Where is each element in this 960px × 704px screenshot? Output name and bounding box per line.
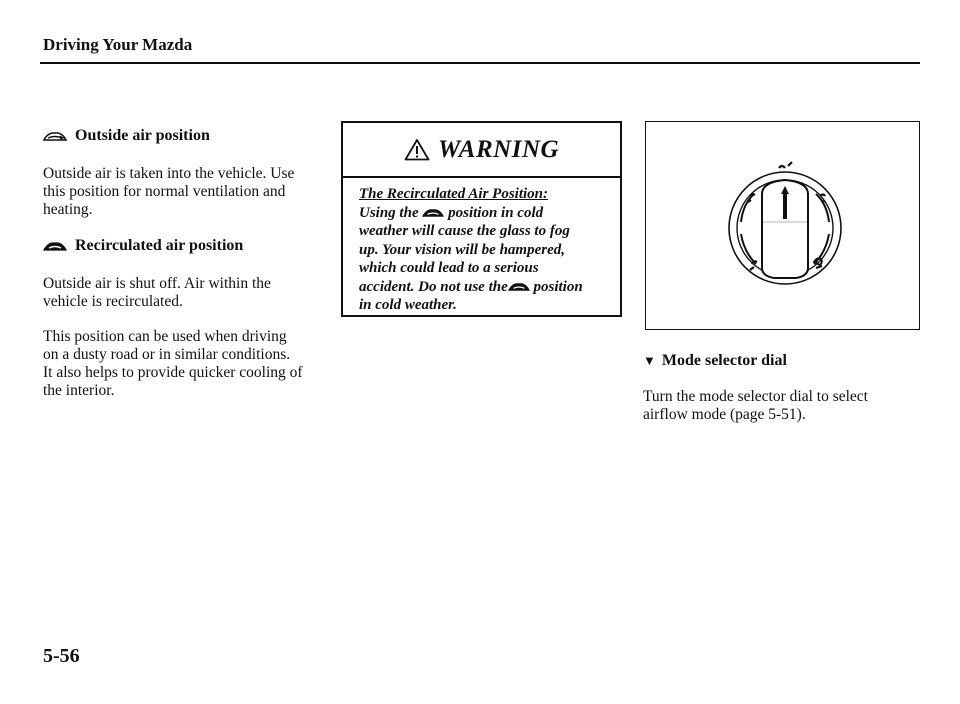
warning-subtitle: The Recirculated Air Position: bbox=[359, 186, 549, 202]
figure-description bbox=[643, 388, 868, 424]
outside-air-heading bbox=[43, 127, 210, 145]
text-line: Outside air is taken into the vehicle. Use bbox=[43, 165, 295, 182]
warning-line bbox=[359, 278, 610, 297]
text-line: heating. bbox=[43, 201, 93, 218]
figure-caption bbox=[643, 352, 787, 370]
warning-line: which could lead to a serious bbox=[359, 260, 539, 276]
text-line: this position for normal ventilation and bbox=[43, 183, 286, 200]
text-line: vehicle is recirculated. bbox=[43, 293, 183, 310]
recirculated-air-heading bbox=[43, 237, 243, 255]
recirculated-air-description bbox=[43, 275, 271, 311]
text-line: Outside air is shut off. Air within the bbox=[43, 275, 271, 292]
warning-line: in cold weather. bbox=[359, 297, 457, 313]
text-line: on a dusty road or in similar conditions. bbox=[43, 346, 291, 363]
outside-air-heading-text: Outside air position bbox=[75, 127, 210, 144]
recirculated-air-note bbox=[43, 328, 303, 400]
warning-line: up. Your vision will be hampered, bbox=[359, 241, 566, 258]
warning-box bbox=[341, 121, 622, 317]
warning-line-text: Using the bbox=[359, 204, 423, 221]
text-line: Turn the mode selector dial to select bbox=[643, 388, 868, 405]
outside-air-icon bbox=[43, 130, 67, 142]
text-line: It also helps to provide quicker cooling of bbox=[43, 364, 303, 381]
warning-line bbox=[359, 204, 610, 223]
text-line: the interior. bbox=[43, 382, 115, 399]
triangle-down-icon: ▼ bbox=[643, 353, 656, 368]
mode-selector-figure bbox=[645, 121, 920, 330]
figure-caption-text: Mode selector dial bbox=[661, 352, 787, 369]
warning-title bbox=[343, 123, 620, 178]
recirculated-air-heading-text: Recirculated air position bbox=[75, 237, 244, 254]
warning-title-text: WARNING bbox=[437, 135, 560, 163]
warning-triangle-icon bbox=[404, 138, 430, 161]
recirculated-air-icon bbox=[508, 281, 530, 292]
page-number: 5-56 bbox=[43, 645, 80, 667]
recirculated-air-icon bbox=[43, 240, 67, 252]
recirculated-air-icon bbox=[422, 207, 444, 218]
mode-selector-dial-illustration bbox=[646, 122, 918, 328]
warning-line-text: position in cold bbox=[444, 204, 544, 221]
warning-line: weather will cause the glass to fog bbox=[359, 223, 570, 239]
header-divider bbox=[40, 62, 920, 64]
warning-body bbox=[343, 178, 620, 315]
text-line: This position can be used when driving bbox=[43, 328, 287, 345]
page-header-title: Driving Your Mazda bbox=[43, 35, 193, 54]
warning-line-text: accident. Do not use the bbox=[359, 278, 508, 295]
warning-line-text: position bbox=[529, 278, 583, 295]
text-line: airflow mode (page 5-51). bbox=[643, 406, 806, 423]
outside-air-description bbox=[43, 165, 294, 219]
